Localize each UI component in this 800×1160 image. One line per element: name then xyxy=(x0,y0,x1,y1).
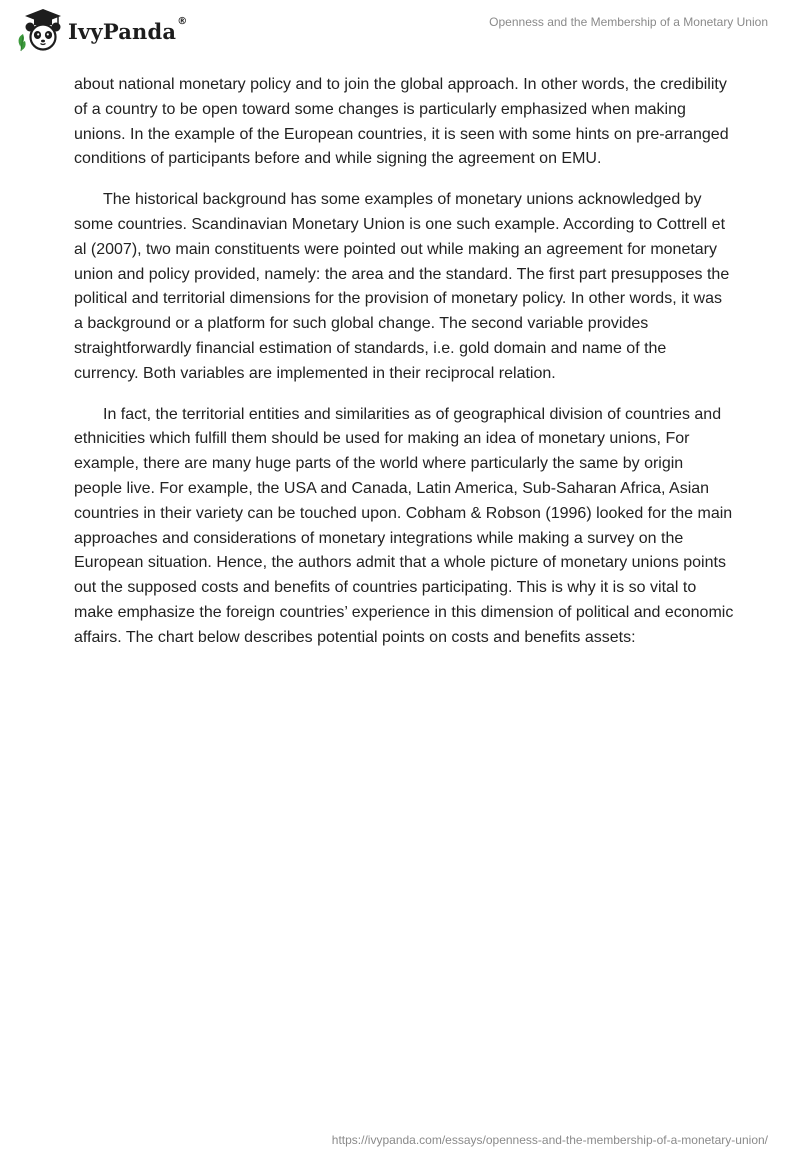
paragraph: about national monetary policy and to join the global approach. In other words, the credibility of a country to be open toward some changes is particularly emphasized when making unions. In the example of the European countries, it is seen with some hints on pre-arranged conditions of participants before and while signing the agreement on EMU. xyxy=(74,76,729,168)
panda-graduation-cap-icon xyxy=(14,8,66,52)
paragraph: The historical background has some examples of monetary unions acknowledged by some countries. Scandinavian Monetary Union is one such example. According to Cottrell et al (2007), two main constituents were pointed out while making an agreement for monetary union and policy provided, namely: the area and the standard. The first part presupposes the political and territorial dimensions for the provision of monetary policy. In other words, it was a background or a platform for such global change. The second variable provides straightforwardly financial estimation of standards, i.e. gold domain and name of the currency. Both variables are implemented in their reciprocal relation. xyxy=(74,191,730,382)
ivypanda-logo[interactable] xyxy=(14,8,187,52)
essay-body xyxy=(74,73,734,667)
brand-name: IvyPanda® xyxy=(68,15,188,44)
registered-mark: ® xyxy=(177,15,188,27)
page-header xyxy=(0,0,800,60)
paragraph: In fact, the territorial entities and similarities as of geographical division of countries and ethnicities which fulfill them should be used for making an idea of monetary unions, For example, there are many huge parts of the world where particularly the same by origin people live. For example, the USA and Canada, Latin America, Sub-Saharan Africa, Asian countries in their variety can be touched upon. Cobham & Robson (1996) looked for the main approaches and considerations of monetary integrations while making a survey on the European situation. Hence, the authors admit that a whole picture of monetary unions points out the supposed costs and benefits of countries participating. This is why it is so vital to make emphasize the foreign countries’ experience in this dimension of political and economic affairs. The chart below describes potential points on costs and benefits assets: xyxy=(74,405,734,646)
document-title: Openness and the Membership of a Monetary Union xyxy=(489,15,768,29)
source-url[interactable]: https://ivypanda.com/essays/openness-and-the-membership-of-a-monetary-union/ xyxy=(331,1133,768,1147)
